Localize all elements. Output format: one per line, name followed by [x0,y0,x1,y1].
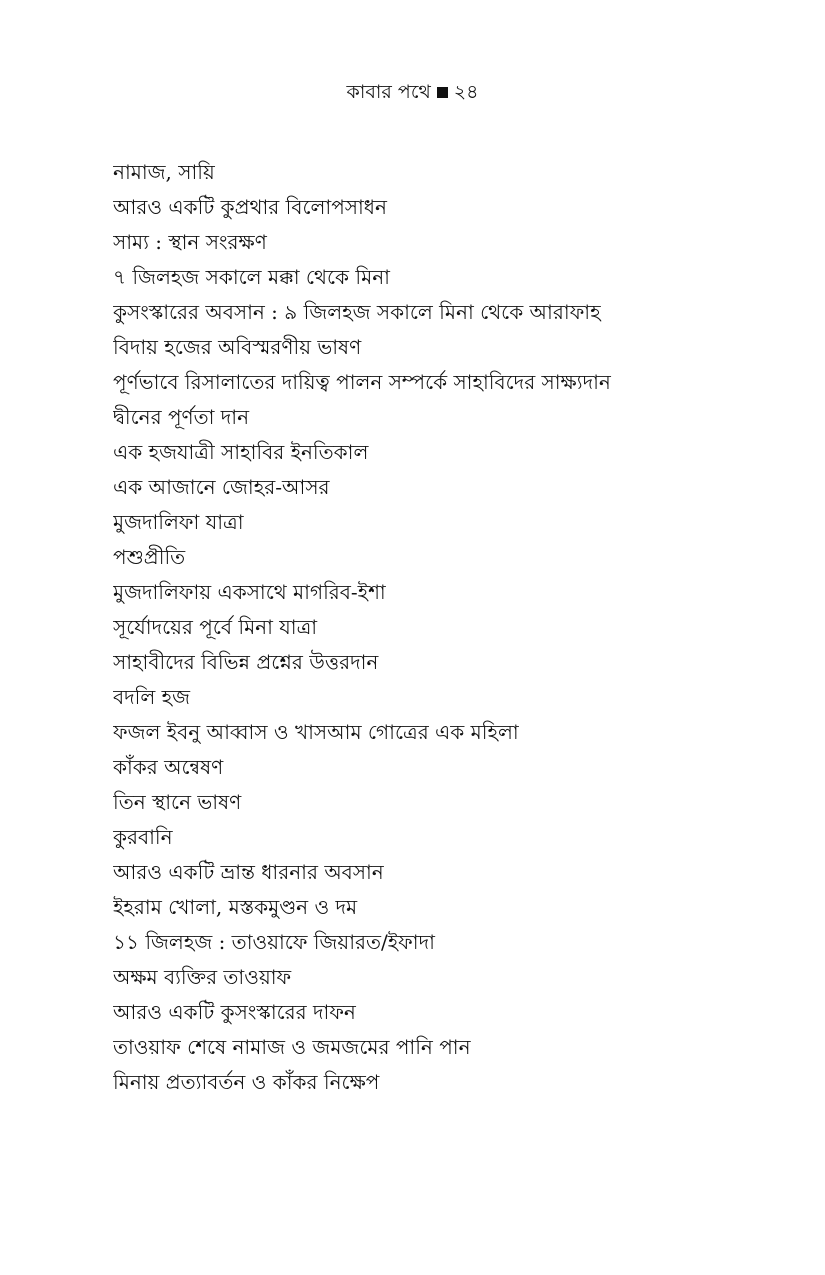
list-item: ১১ জিলহজ : তাওয়াফে জিয়ারত/ইফাদা [113,930,435,954]
separator-square-icon [437,87,448,98]
list-item: পশুপ্রীতি [113,545,186,569]
list-item: বিদায় হজের অবিস্মরণীয় ভাষণ [113,335,362,359]
list-item: তিন স্থানে ভাষণ [113,790,242,814]
list-item: এক হজযাত্রী সাহাবির ইনতিকাল [113,440,369,464]
contents-list [113,155,753,1100]
list-item: কাঁকর অন্বেষণ [113,755,224,779]
list-item: আরও একটি কুপ্রথার বিলোপসাধন [113,195,387,219]
list-item: মুজদালিফা যাত্রা [113,510,244,534]
list-item: অক্ষম ব্যক্তির তাওয়াফ [113,965,292,989]
list-item: সাম্য : স্থান সংরক্ষণ [113,230,267,254]
list-item: ৭ জিলহজ সকালে মক্কা থেকে মিনা [113,265,390,289]
list-item: পূর্ণভাবে রিসালাতের দায়িত্ব পালন সম্পর্কে সাহাবিদের সাক্ষ্যদান [113,370,611,394]
list-item: সাহাবীদের বিভিন্ন প্রশ্নের উত্তরদান [113,650,379,674]
list-item: তাওয়াফ শেষে নামাজ ও জমজমের পানি পান [113,1035,471,1059]
page-number: ২৪ [453,81,479,103]
list-item: কুরবানি [113,825,173,849]
list-item: কুসংস্কারের অবসান : ৯ জিলহজ সকালে মিনা থেকে আরাফাহ [113,300,601,324]
list-item: নামাজ, সায়ি [113,160,215,184]
list-item: ইহরাম খোলা, মস্তকমুণ্ডন ও দম [113,895,358,919]
list-item: মুজদালিফায় একসাথে মাগরিব-ইশা [113,580,386,604]
list-item: আরও একটি কুসংস্কারের দাফন [113,1000,356,1024]
running-header [0,80,825,104]
list-item: ফজল ইবনু আব্বাস ও খাসআম গোত্রের এক মহিলা [113,720,519,744]
list-item: বদলি হজ [113,685,191,709]
list-item: এক আজানে জোহর-আসর [113,475,330,499]
list-item: দ্বীনের পূর্ণতা দান [113,405,250,429]
list-item: সূর্যোদয়ের পূর্বে মিনা যাত্রা [113,615,318,639]
list-item: আরও একটি ভ্রান্ত ধারনার অবসান [113,860,384,884]
list-item: মিনায় প্রত্যাবর্তন ও কাঁকর নিক্ষেপ [113,1070,380,1094]
book-title: কাবার পথে [346,81,431,103]
